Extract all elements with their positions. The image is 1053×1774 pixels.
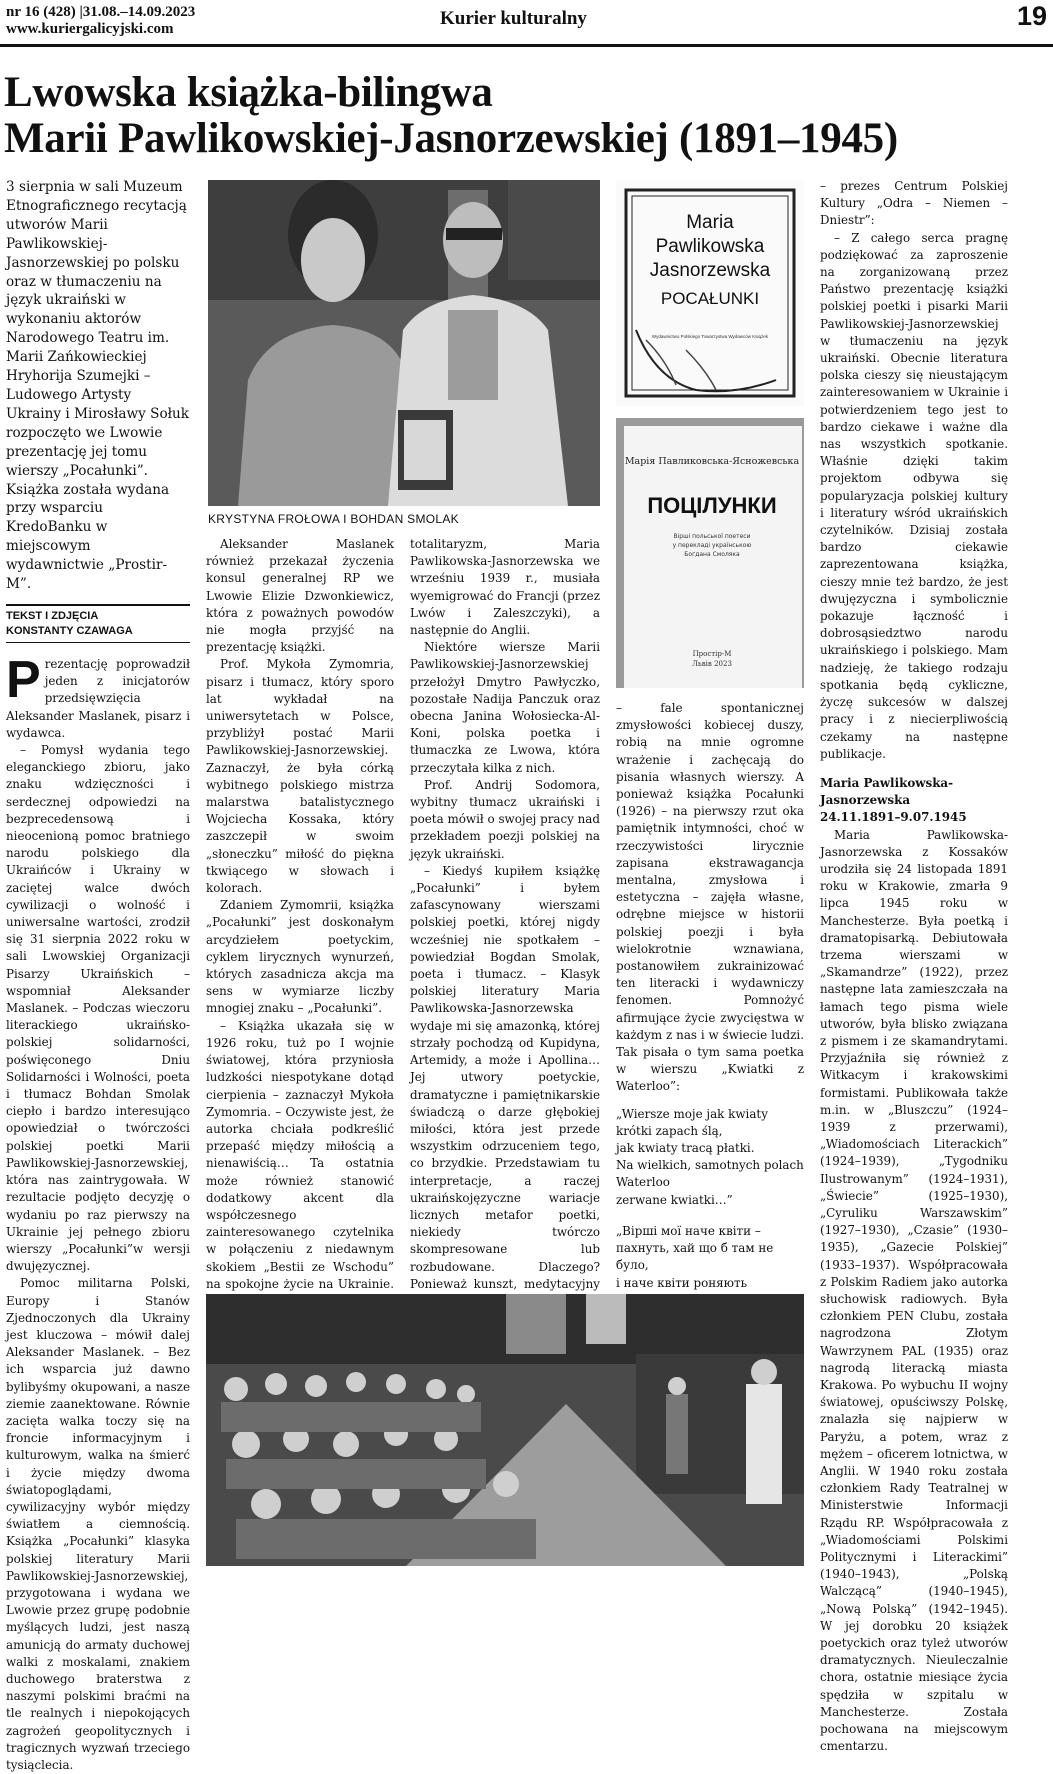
page-number: 19 xyxy=(1016,1,1047,31)
cover1-title: POCAŁUNKI xyxy=(660,289,760,308)
header-rule xyxy=(0,44,1053,47)
cover1-author-3: Jasnorzewska xyxy=(649,260,771,281)
cover1-author-2: Pawlikowska xyxy=(655,236,765,257)
paragraph: – prezes Centrum Polskiej Kultury „Odra – Niemen – Dniestr”: xyxy=(820,179,1008,228)
masthead-issue-info xyxy=(6,4,195,38)
poem-line: „Вірші мої наче квіти – xyxy=(616,1223,761,1238)
byline-line-1: TEKST I ZDJĘCIA xyxy=(6,609,99,622)
cover2-publisher-2: Львів 2023 xyxy=(692,660,732,668)
poem-line: Na wielkich, samotnych polach Waterloo xyxy=(616,1158,804,1190)
cover2-title: ПОЦІЛУНКИ xyxy=(647,493,777,518)
cover2-subtitle-1: Вірші польської поетеси xyxy=(673,533,751,540)
website-url: www.kuriergalicyjski.com xyxy=(6,21,174,37)
poem-line: zerwane kwiatki…” xyxy=(616,1192,733,1207)
title-line-1: Lwowska książka-bilingwa xyxy=(4,69,493,116)
paragraph: Prof. Andrij Sodomora, wybitny tłumacz ukraiński i poeta mówił o swojej pracy nad przekładem poezji polskiej na język ukraiński. xyxy=(410,777,600,861)
poem-line: „Wiersze moje jak kwiaty krótki zapach ślą, xyxy=(616,1106,768,1138)
paragraph: – Z całego serca pragnę podziękować za zaproszenie na zorganizowaną przez Państwo prezentację książki polskiej poetki i pisarki Marii Pawlikowskiej-Jasnorzewskiej w tłumaczeniu na język ukraiński. Obecnie literatura polska cieszy się nieustającym zainteresowaniem w Ukrainie i potwierdzeniem tego jest to bardzo ciekawe i ważne dla nas wszystkich spotkanie. Właśnie dzięki takim projektom odbywa się popularyzacja polskiej kultury i literatury wśród ukraińskich czytelników. Dzisiaj została bardzo ciekawie zaprezentowana książka, cieszy mnie też bardzo, że jest dwujęzyczna i symbolicznie pokazuje łączność i dobrosąsiedztwo narodu ukraińskiego i polskiego. Mam nadzieję, że takiego rodzaju spotkania będą cykliczne, życzę sukcesów w dalszej pracy i z niecierpliwością czekamy na następne publikacje. xyxy=(820,230,1008,761)
paragraph: Prof. Mykoła Zymomria, pisarz i tłumacz, który sporo lat wykładał na uniwersytetach w Polsce, przybliżył postać Marii Pawlikowskiej-Jasnorzewskiej. Zaznaczył, że była córką wybitnego polskiego mistrza malarstwa batalistycznego Wojciecha Kossaka, który zaszczepił w swoim „słoneczku” miłość do piękna tkwiącego w słowach i kolorach. xyxy=(206,657,394,896)
paragraph: Aleksander Maslanek również przekazał życzenia konsul generalnej RP we Lwowie Elizie Dzwonkiewicz, która z poważnych powodów nie mogła przyjść na prezentację książki. xyxy=(206,537,394,655)
cover2-author: Марія Павликовська-Ясножевська xyxy=(624,456,800,467)
byline xyxy=(6,604,190,643)
column-3 xyxy=(410,536,600,1294)
poem-polish xyxy=(616,1106,804,1209)
bio-text: Maria Pawlikowska-Jasnorzewska z Kossaków urodziła się 24 listopada 1891 roku w Krakowie, zmarła 9 lipca 1945 roku w Manchesterze. Była poetką i dramatopisarką. Debiutowała trzema wierszami w „Skamandrze” (1922), przez następne lata zamieszczała na łamach tego pisma wiele utworów, była blisko związana z pismem i ze skamandrytami. Przyjaźniła się również z Witkacym i krakowskimi formistami. Publikowała także m.in. w „Bluszczu” (1924–1939 z przerwami), „Wiadomościach Literackich” (1924–1939), „Tygodniku Ilustrowanym” (1924–1931), „Świecie” (1925–1930), „Cyruliku Warszawskim” (1927–1930), „Czasie” (1930–1935), „Gazecie Polskiej” (1933–1937). Współpracowała z Polskim Radiem jako autorka słuchowisk radiowych. Była członkiem PEN Clubu, została nagrodzona Złotym Wawrzynem PAL (1935) oraz nagrodą literacką miasta Krakowa. Po wybuchu II wojny światowej, opuściwszy Polskę, znalazła się najpierw w Paryżu, a potem, wraz z mężem – oficerem lotnictwa, w Anglii. W 1940 roku została członkiem Rady Teatralnej w Ministerstwie Informacji Rządu RP. Współpracowała z „Wiadomościami Polskimi Politycznymi i Literackimi” (1940–1943), „Polską Walczącą” (1940–1945), „Nową Polską” (1942–1945). W jej dorobku 20 książek poetyckich oraz tyleż utworów dramatycznych. Nieuleczalnie chora, ostatnie miesiące życia spędziła w szpitalu w Manchesterze. Została pochowana na miejscowym cmentarzu. xyxy=(820,827,1008,1754)
poem-line: пахнуть, хай що б там не було, xyxy=(616,1241,774,1273)
cover1-publisher: Wydawnictwo Polskiego Towarzystwa Wydawców Książek xyxy=(651,334,769,339)
cover1-author-1: Maria xyxy=(686,212,734,233)
byline-line-2: KONSTANTY CZAWAGA xyxy=(6,624,133,637)
bio-dates: 24.11.1891–9.07.1945 xyxy=(820,810,967,825)
paragraph: totalitaryzm, Maria Pawlikowska-Jasnorzewska we wrześniu 1939 r., musiała wyemigrować do Francji (przez Lwów i Zaleszczyki), a następnie do Anglii. xyxy=(410,537,600,638)
cover2-subtitle-3: Богдана Смоляка xyxy=(684,551,740,558)
paragraph: – Pomysł wydania tego eleganckiego zbioru, jako znaku wdzięczności i serdecznej odpowiedzi na bezprecedensową i nieocenioną pomoc bratniego narodu polskiego dla Ukraińców i Ukrainy w zaciętej walce dwóch cywilizacji o wolność i uniwersalne wartości, zrodził się 31 sierpnia 2022 roku w sali Lwowskiej Organizacji Pisarzy Ukraińskich – wspomniał Aleksander Maslanek. – Podczas wieczoru literackiego ukraińsko-polskiej solidarności, poświęconego Dniu Solidarności i Wolności, poeta i tłumacz Bohdan Smolak ciepło i bardzo interesująco opowiedział o twórczości polskiej poetki Marii Pawlikowskiej-Jasnorzewskiej, która nas zaintrygowała. W rezultacie podjęto decyzję o wydaniu po raz pierwszy na Ukrainie jej pełnego zbioru wierszy „Pocałunki”w wersji dwujęzycznej. xyxy=(6,743,190,1274)
cover2-publisher-1: Простір-М xyxy=(692,650,732,658)
photo-caption: KRYSTYNA FROŁOWA I BOHDAN SMOLAK xyxy=(208,512,459,526)
article-title xyxy=(4,70,1049,162)
paragraph: – Książka ukazała się w 1926 roku, tuż po I wojnie światowej, która przyniosła ludzkości niespotykane dotąd cierpienia – zaznaczył Mykoła Zymomria. – Oczywiste jest, że autorka chciała podkreślić przepaść między miłością a nienawiścią… Ta ostatnia może również stanowić dodatkowy akcent dla współczesnego zainteresowanego czytelnika w połączeniu z niedawnym skokiem „Bestii ze Wschodu” na spokojne życie na Ukrainie. xyxy=(206,1018,394,1291)
paragraph: Prezentację poprowadził jeden z inicjatorów przedsięwzięcia Aleksander Maslanek, pisarz i wydawca. xyxy=(6,651,190,740)
title-line-2: Marii Pawlikowskiej-Jasnorzewskiej (1891–1945) xyxy=(4,115,898,162)
bio-name-2: Jasnorzewska xyxy=(820,793,911,808)
drop-cap: P xyxy=(6,651,41,709)
photo-audience-hall xyxy=(206,1294,804,1566)
book-cover-ukrainian xyxy=(616,418,804,688)
lead-column xyxy=(6,178,190,643)
column-4 xyxy=(616,700,804,1294)
biography-box xyxy=(820,775,1008,1756)
photo-krystyna-frolowa-bohdan-smolak xyxy=(208,180,600,506)
issue-number: nr 16 (428) |31.08.–14.09.2023 xyxy=(6,4,196,20)
paragraph: Zdaniem Zymomrii, książka „Pocałunki” jest doskonałym arcydziełem poetyckim, cyklem lirycznych wynurzeń, których zasadnicza akcja ma sens w wymiarze liczby mnogiej znaku – „Pocałunki”. xyxy=(206,898,394,1016)
paragraph: – Kiedyś kupiłem książkę „Pocałunki” i byłem zafascynowany wierszami polskiej poetki, której nigdy wcześniej nie spotkałem – powiedział Bogdan Smolak, poeta i tłumacz. – Klasyk polskiej literatury Maria Pawlikowska-Jasnorzewska wydaje mi się amazonką, której strzały pochodzą od Kupidyna, Artemidy, a może i Apollina… Jej utwory poetyckie, dramatyczne i pamiętnikarskie świadczą o darze głębokiej miłości, która jest przede wszystkim odrzuceniem tego, co brzydkie. Przedstawiam tu interpretacje, a raczej ukraińskojęzyczne wariacje licznych metafor poetki, niekiedy twórczo skompresowane lub rozbudowane. Dlaczego? Ponieważ kunszt, medytacyjny xyxy=(410,863,600,1291)
paragraph: Niektóre wiersze Marii Pawlikowskiej-Jasnorzewskiej przełożył Dmytro Pawłyczko, pozostałe Nadija Panczuk oraz obecna Janina Wołosiecka-Al-Koni, polska poetka i tłumaczka ze Lwowa, która przeczytała kilka z nich. xyxy=(410,640,600,775)
column-2 xyxy=(206,536,394,1294)
section-name: Kurier kulturalny xyxy=(440,8,587,29)
paragraph: – fale spontanicznej zmysłowości kobiecej duszy, robią na mnie ogromne wrażenie i zachęcają do pisania własnych wierszy. A ponieważ książka Pocałunki (1926) – na pierwszy rzut oka pamiętnik intymności, choć w rzeczywistości lirycznie zapisana ekstrawagancja mentalna, zmysłowa i estetyczna – zajęła własne, odrębne miejsce w historii polskiej poezji i była wielokrotnie wznawiana, postanowiłem zukrainizować ten literacki i wydawniczy fenomen. Pomnożyć afirmujące życie zwycięstwa w każdym z nas i w świecie ludzi. Tak pisała o tym sama poetka w wierszu „Kwiatki z Waterloo”: xyxy=(616,701,804,1094)
paragraph: Pomoc militarna Polski, Europy i Stanów Zjednoczonych dla Ukrainy jest kluczowa – mówił dalej Aleksander Maslanek. – Bez ich wsparcia już dawno bylibyśmy okupowani, a nasze ziemie zaanektowane. Równie zacięta walka toczy się na froncie informacyjnym i kulturowym, walka na śmierć i życie między dwoma światopoglądami, cywilizacyjny wybór między światłem a ciemnością. Książka „Pocałunki” klasyka polskiej literatury Marii Pawlikowskiej-Jasnorzewskiej, przygotowana i wydana we Lwowie przez grupę podobnie myślących ludzi, jest naszą amunicją do armaty duchowej walki z moskalami, znakiem duchowego braterstwa z naszymi polskimi braćmi na tle realnych i niepokojących zagrożeń geopolitycznych i tragicznych wyzwań trzeciego tysiąclecia. xyxy=(6,1276,190,1772)
book-cover-polish xyxy=(616,180,804,406)
bio-name-1: Maria Pawlikowska- xyxy=(820,775,954,790)
poem-line: jak kwiaty tracą płatki. xyxy=(616,1141,755,1156)
column-5 xyxy=(820,178,1008,1754)
poem-line: і наче квіти роняють xyxy=(616,1275,748,1290)
lead-paragraph: 3 sierpnia w sali Muzeum Etnograficznego recytacją utworów Marii Pawlikowskiej-Jasnorzewskiej po polsku oraz w tłumaczeniu na język ukraiński w wykonaniu aktorów Narodowego Teatru im. Marii Zańkowieckiej Hryhorija Szumejki – Ludowego Artysty Ukrainy i Mirosławy Sołuk rozpoczęto we Lwowie prezentację jej tomu wierszy „Pocałunki”. Książka została wydana przy wsparciu KredoBanku w miejscowym wydawnictwie „Prostir-M”. xyxy=(6,179,190,593)
cover2-subtitle-2: у перекладі українською xyxy=(672,542,752,549)
column-1 xyxy=(6,651,190,1772)
